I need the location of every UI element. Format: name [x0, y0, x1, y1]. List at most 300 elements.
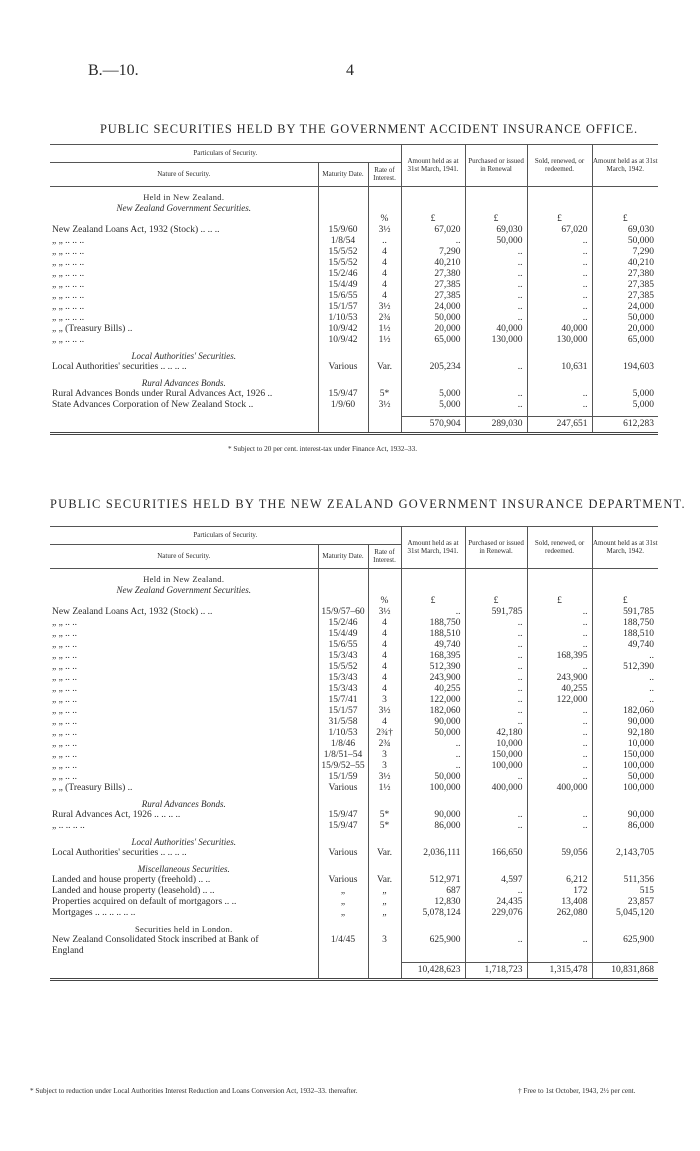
amount-sold: ..	[527, 717, 592, 728]
empty-cell	[401, 585, 465, 596]
rate-unit: %	[368, 214, 401, 225]
security-name: Mortgages .. .. .. .. .. ..	[52, 908, 136, 918]
amount-purchased: ..	[465, 706, 527, 717]
interest-rate: 3	[368, 935, 401, 946]
interest-rate: 3	[368, 750, 401, 761]
interest-rate: „	[368, 908, 401, 919]
maturity-date: 15/5/52	[318, 247, 368, 258]
table2-footnote-left: * Subject to reduction under Local Authorities Interest Reduction and Loans Conversion Act, 1932–33. thereafter.	[30, 1087, 358, 1095]
security-name: „ „ .. ..	[52, 640, 78, 650]
amount-purchased: ..	[465, 280, 527, 291]
table-row	[50, 848, 658, 859]
amount-held-1941: 12,830	[401, 897, 465, 908]
empty-cell	[50, 417, 318, 434]
total-sold: 1,315,478	[527, 963, 592, 980]
table1-header-held-1941: Amount held as at 31st March, 1941.	[401, 145, 465, 187]
amount-unit: £	[592, 596, 658, 607]
table-row	[50, 258, 658, 269]
empty-cell	[527, 351, 592, 362]
interest-rate: 5*	[368, 389, 401, 400]
table-row	[50, 651, 658, 662]
subsection-heading: Local Authorities' Securities.	[131, 837, 236, 847]
amount-purchased: ..	[465, 400, 527, 411]
amount-sold: ..	[527, 739, 592, 750]
amount-held-1941: 90,000	[401, 810, 465, 821]
amount-held-1942: 194,603	[592, 362, 658, 373]
maturity-date: „	[318, 886, 368, 897]
table-row	[50, 728, 658, 739]
empty-cell	[50, 214, 318, 225]
subsection-heading: Local Authorities' Securities.	[131, 351, 236, 361]
maturity-date: 1/8/46	[318, 739, 368, 750]
amount-held-1942: 90,000	[592, 810, 658, 821]
amount-sold: 122,000	[527, 695, 592, 706]
empty-cell	[368, 924, 401, 935]
table-row	[50, 324, 658, 335]
amount-unit: £	[401, 214, 465, 225]
maturity-date: 10/9/42	[318, 324, 368, 335]
amount-sold: ..	[527, 400, 592, 411]
empty-cell	[318, 837, 368, 848]
table-row	[50, 821, 658, 832]
empty-cell	[401, 799, 465, 810]
amount-held-1941: ..	[401, 750, 465, 761]
units-row	[50, 596, 658, 607]
amount-sold: 262,080	[527, 908, 592, 919]
empty-cell	[592, 799, 658, 810]
empty-cell	[527, 574, 592, 585]
amount-purchased: 24,435	[465, 897, 527, 908]
amount-held-1941: 50,000	[401, 313, 465, 324]
section-heading: Held in New Zealand.	[143, 574, 225, 584]
amount-purchased: ..	[465, 629, 527, 640]
table2-header-held-1942: Amount held as at 31st March, 1942.	[592, 527, 658, 569]
empty-cell	[401, 924, 465, 935]
empty-cell	[592, 924, 658, 935]
amount-sold: ..	[527, 302, 592, 313]
empty-cell	[50, 963, 318, 980]
table-row	[50, 739, 658, 750]
units-row	[50, 214, 658, 225]
subsection-heading: New Zealand Government Securities.	[116, 585, 251, 595]
amount-held-1941: 50,000	[401, 728, 465, 739]
amount-sold: ..	[527, 662, 592, 673]
empty-cell	[465, 799, 527, 810]
amount-held-1941: 27,385	[401, 291, 465, 302]
amount-held-1942: 625,900	[592, 935, 658, 946]
interest-rate: 4	[368, 640, 401, 651]
security-name: Rural Advances Act, 1926 .. .. .. ..	[52, 810, 181, 820]
amount-held-1942: 23,857	[592, 897, 658, 908]
amount-held-1941: 687	[401, 886, 465, 897]
empty-cell	[465, 378, 527, 389]
amount-held-1941: 86,000	[401, 821, 465, 832]
total-row	[50, 417, 658, 434]
table1-header-rate: Rate of Interest.	[368, 163, 401, 187]
table-row	[50, 772, 658, 783]
table-row	[50, 400, 658, 411]
total-purchased: 1,718,723	[465, 963, 527, 980]
amount-sold: ..	[527, 236, 592, 247]
amount-held-1941: 5,000	[401, 389, 465, 400]
empty-cell	[465, 864, 527, 875]
document-reference: B.—10.	[88, 62, 139, 79]
amount-held-1942: 86,000	[592, 821, 658, 832]
amount-held-1941: 40,255	[401, 684, 465, 695]
maturity-date: „	[318, 897, 368, 908]
table2-header-held-1941: Amount held as at 31st March, 1941.	[401, 527, 465, 569]
empty-cell	[592, 351, 658, 362]
table-row	[50, 717, 658, 728]
security-name: Rural Advances Bonds under Rural Advances Act, 1926 ..	[52, 389, 273, 399]
security-name: Local Authorities' securities .. .. .. ..	[52, 362, 187, 372]
subsection-heading-row	[50, 837, 658, 848]
amount-held-1941: 5,078,124	[401, 908, 465, 919]
table-row	[50, 225, 658, 236]
interest-rate: 3	[368, 761, 401, 772]
empty-cell	[318, 924, 368, 935]
security-name: Landed and house property (leasehold) .. ..	[52, 886, 215, 896]
amount-sold: ..	[527, 728, 592, 739]
amount-held-1942: 188,510	[592, 629, 658, 640]
amount-held-1941: 188,510	[401, 629, 465, 640]
interest-rate: 4	[368, 618, 401, 629]
maturity-date: Various	[318, 783, 368, 794]
subsection-heading: Rural Advances Bonds.	[141, 378, 226, 388]
amount-sold: 168,395	[527, 651, 592, 662]
table1-footnote: * Subject to 20 per cent. interest-tax under Finance Act, 1932–33.	[228, 445, 418, 453]
amount-purchased: 166,650	[465, 848, 527, 859]
amount-sold: 243,900	[527, 673, 592, 684]
security-name: „ „ .. .. ..	[52, 258, 85, 268]
amount-purchased: ..	[465, 821, 527, 832]
amount-purchased: 130,000	[465, 335, 527, 346]
empty-cell	[401, 946, 465, 957]
table-row	[50, 783, 658, 794]
subsection-heading: New Zealand Government Securities.	[116, 203, 251, 213]
maturity-date: 15/6/55	[318, 640, 368, 651]
amount-held-1942: 27,385	[592, 291, 658, 302]
empty-cell	[368, 837, 401, 848]
subsection-heading: Miscellaneous Securities.	[137, 864, 230, 874]
maturity-date: 15/9/47	[318, 821, 368, 832]
security-name: „ „ .. ..	[52, 772, 78, 782]
empty-cell	[401, 378, 465, 389]
amount-held-1942: 24,000	[592, 302, 658, 313]
amount-held-1941: 67,020	[401, 225, 465, 236]
security-name: „ „ .. ..	[52, 761, 78, 771]
amount-held-1942: 27,385	[592, 280, 658, 291]
subsection-heading-row	[50, 799, 658, 810]
maturity-date: 15/1/57	[318, 302, 368, 313]
subsection-heading-row	[50, 378, 658, 389]
amount-purchased: ..	[465, 886, 527, 897]
security-name: „ „ .. ..	[52, 651, 78, 661]
table-row	[50, 618, 658, 629]
empty-cell	[401, 837, 465, 848]
table-row	[50, 875, 658, 886]
empty-cell	[368, 417, 401, 434]
amount-held-1941: 168,395	[401, 651, 465, 662]
amount-held-1941: 24,000	[401, 302, 465, 313]
amount-held-1941: 188,750	[401, 618, 465, 629]
subsection-heading: Rural Advances Bonds.	[141, 799, 226, 809]
table-row	[50, 291, 658, 302]
security-name: „ „ .. .. ..	[52, 302, 85, 312]
empty-cell	[465, 351, 527, 362]
amount-held-1942: 5,000	[592, 389, 658, 400]
empty-cell	[527, 585, 592, 596]
subsection-heading-row	[50, 585, 658, 596]
table2-header-particulars: Particulars of Security.	[50, 527, 401, 545]
interest-rate: 4	[368, 673, 401, 684]
amount-held-1942: 150,000	[592, 750, 658, 761]
maturity-date: 15/3/43	[318, 673, 368, 684]
security-name: New Zealand Loans Act, 1932 (Stock) .. .. ..	[52, 225, 220, 235]
amount-held-1942: 50,000	[592, 772, 658, 783]
empty-cell	[592, 585, 658, 596]
empty-cell	[318, 192, 368, 203]
amount-purchased: ..	[465, 717, 527, 728]
amount-purchased: 591,785	[465, 607, 527, 618]
empty-cell	[592, 192, 658, 203]
amount-held-1942: ..	[592, 673, 658, 684]
maturity-date: 1/4/45	[318, 935, 368, 946]
interest-rate: 3½	[368, 772, 401, 783]
table-row	[50, 695, 658, 706]
interest-rate: 2¾	[368, 313, 401, 324]
interest-rate: „	[368, 886, 401, 897]
amount-held-1942: 100,000	[592, 761, 658, 772]
security-name: „ „ .. ..	[52, 662, 78, 672]
maturity-date: 15/4/49	[318, 280, 368, 291]
section-heading-row	[50, 924, 658, 935]
amount-sold: ..	[527, 772, 592, 783]
table2-header-maturity: Maturity Date.	[318, 545, 368, 569]
amount-held-1941: 7,290	[401, 247, 465, 258]
maturity-date: 15/2/46	[318, 618, 368, 629]
amount-held-1941: 90,000	[401, 717, 465, 728]
total-sold: 247,651	[527, 417, 592, 434]
empty-cell	[368, 378, 401, 389]
maturity-date: 15/7/41	[318, 695, 368, 706]
amount-sold: ..	[527, 247, 592, 258]
amount-purchased: 40,000	[465, 324, 527, 335]
amount-purchased: ..	[465, 651, 527, 662]
amount-sold: ..	[527, 810, 592, 821]
table-row	[50, 810, 658, 821]
security-name: „ „ .. .. ..	[52, 335, 85, 345]
table2-header-rate: Rate of Interest.	[368, 545, 401, 569]
section-heading: Securities held in London.	[134, 924, 233, 934]
maturity-date: 15/5/52	[318, 258, 368, 269]
amount-sold: ..	[527, 640, 592, 651]
amount-held-1942: 27,380	[592, 269, 658, 280]
empty-cell	[527, 864, 592, 875]
interest-rate: 4	[368, 258, 401, 269]
interest-rate: 4	[368, 684, 401, 695]
amount-held-1942: ..	[592, 684, 658, 695]
interest-rate: ..	[368, 236, 401, 247]
table-row	[50, 302, 658, 313]
amount-purchased: 100,000	[465, 761, 527, 772]
interest-rate: 3½	[368, 225, 401, 236]
amount-sold: 10,631	[527, 362, 592, 373]
empty-cell	[592, 378, 658, 389]
interest-rate: 4	[368, 269, 401, 280]
empty-cell	[368, 864, 401, 875]
security-name: Landed and house property (freehold) .. ..	[52, 875, 211, 885]
security-name: „ „ .. ..	[52, 684, 78, 694]
empty-cell	[318, 574, 368, 585]
total-held-1941: 570,904	[401, 417, 465, 434]
amount-held-1941: 40,210	[401, 258, 465, 269]
amount-unit: £	[527, 214, 592, 225]
security-name: „ „ .. ..	[52, 629, 78, 639]
total-held-1942: 10,831,868	[592, 963, 658, 980]
maturity-date: Various	[318, 362, 368, 373]
table-row	[50, 389, 658, 400]
maturity-date: 1/10/53	[318, 728, 368, 739]
table-row	[50, 236, 658, 247]
amount-sold: ..	[527, 607, 592, 618]
amount-sold: 6,212	[527, 875, 592, 886]
amount-purchased: ..	[465, 673, 527, 684]
security-name: New Zealand Loans Act, 1932 (Stock) .. ..	[52, 607, 213, 617]
interest-rate: 1½	[368, 783, 401, 794]
empty-cell	[401, 864, 465, 875]
empty-cell	[465, 946, 527, 957]
amount-sold: ..	[527, 618, 592, 629]
empty-cell	[401, 574, 465, 585]
empty-cell	[465, 192, 527, 203]
table-row	[50, 886, 658, 897]
security-name: Local Authorities' securities .. .. .. ..	[52, 848, 187, 858]
table-row	[50, 908, 658, 919]
amount-purchased: ..	[465, 389, 527, 400]
security-name: „ .. .. .. ..	[52, 821, 85, 831]
section-heading-row	[50, 574, 658, 585]
empty-cell	[368, 585, 401, 596]
amount-held-1942: 5,045,120	[592, 908, 658, 919]
maturity-date: 15/3/43	[318, 684, 368, 695]
amount-held-1942: 2,143,705	[592, 848, 658, 859]
empty-cell	[318, 417, 368, 434]
security-name: „ „ .. .. ..	[52, 280, 85, 290]
empty-cell	[527, 799, 592, 810]
table-row	[50, 280, 658, 291]
empty-cell	[318, 864, 368, 875]
maturity-date: 15/3/43	[318, 651, 368, 662]
amount-purchased: 4,597	[465, 875, 527, 886]
amount-held-1941: 50,000	[401, 772, 465, 783]
amount-held-1942: 188,750	[592, 618, 658, 629]
maturity-date: 15/4/49	[318, 629, 368, 640]
empty-cell	[527, 946, 592, 957]
maturity-date: 15/9/52–55	[318, 761, 368, 772]
amount-held-1942: 90,000	[592, 717, 658, 728]
interest-rate: 3½	[368, 302, 401, 313]
empty-cell	[527, 924, 592, 935]
interest-rate: 4	[368, 291, 401, 302]
amount-sold: ..	[527, 269, 592, 280]
interest-rate: Var.	[368, 875, 401, 886]
empty-cell	[318, 351, 368, 362]
total-held-1941: 10,428,623	[401, 963, 465, 980]
amount-purchased: 42,180	[465, 728, 527, 739]
interest-rate: 3	[368, 695, 401, 706]
interest-rate: 1½	[368, 324, 401, 335]
table-row	[50, 684, 658, 695]
security-name: „ „ .. ..	[52, 706, 78, 716]
amount-held-1942: 65,000	[592, 335, 658, 346]
amount-purchased: ..	[465, 618, 527, 629]
amount-held-1942: 182,060	[592, 706, 658, 717]
amount-held-1941: 27,380	[401, 269, 465, 280]
maturity-date: Various	[318, 848, 368, 859]
security-name: New Zealand Consolidated Stock inscribed at Bank of	[52, 935, 259, 945]
amount-held-1942: 7,290	[592, 247, 658, 258]
total-purchased: 289,030	[465, 417, 527, 434]
amount-held-1942: 50,000	[592, 313, 658, 324]
interest-rate: 2¾	[368, 739, 401, 750]
rate-unit: %	[368, 596, 401, 607]
amount-held-1941: 49,740	[401, 640, 465, 651]
amount-purchased: ..	[465, 935, 527, 946]
security-name: State Advances Corporation of New Zealand Stock ..	[52, 400, 254, 410]
table-bottom-rule	[50, 980, 658, 984]
empty-cell	[527, 192, 592, 203]
empty-cell	[318, 585, 368, 596]
empty-cell	[465, 837, 527, 848]
table-row	[50, 673, 658, 684]
amount-sold: ..	[527, 706, 592, 717]
interest-rate: 5*	[368, 821, 401, 832]
empty-cell	[368, 799, 401, 810]
amount-held-1941: 512,971	[401, 875, 465, 886]
amount-held-1941: 100,000	[401, 783, 465, 794]
table-row	[50, 629, 658, 640]
amount-unit: £	[592, 214, 658, 225]
maturity-date: 15/1/57	[318, 706, 368, 717]
amount-sold: ..	[527, 258, 592, 269]
empty-cell	[318, 946, 368, 957]
interest-rate: 4	[368, 717, 401, 728]
amount-held-1942: 591,785	[592, 607, 658, 618]
interest-rate: Var.	[368, 848, 401, 859]
table-row	[50, 313, 658, 324]
amount-purchased: 50,000	[465, 236, 527, 247]
empty-cell	[368, 963, 401, 980]
amount-held-1942: 512,390	[592, 662, 658, 673]
amount-held-1941: ..	[401, 761, 465, 772]
table1-header-maturity: Maturity Date.	[318, 163, 368, 187]
amount-purchased: ..	[465, 810, 527, 821]
security-name: „ „ .. .. ..	[52, 313, 85, 323]
interest-rate: 5*	[368, 810, 401, 821]
amount-sold: 40,255	[527, 684, 592, 695]
section-heading: Held in New Zealand.	[143, 192, 225, 202]
security-name: „ „ .. ..	[52, 717, 78, 727]
maturity-date: Various	[318, 875, 368, 886]
amount-held-1941: 205,234	[401, 362, 465, 373]
security-name: „ „ .. .. ..	[52, 236, 85, 246]
maturity-date: 1/10/53	[318, 313, 368, 324]
amount-purchased: ..	[465, 258, 527, 269]
amount-held-1941: ..	[401, 607, 465, 618]
interest-rate: 4	[368, 247, 401, 258]
table2-title: PUBLIC SECURITIES HELD BY THE NEW ZEALAND GOVERNMENT INSURANCE DEPARTMENT.	[50, 497, 686, 511]
